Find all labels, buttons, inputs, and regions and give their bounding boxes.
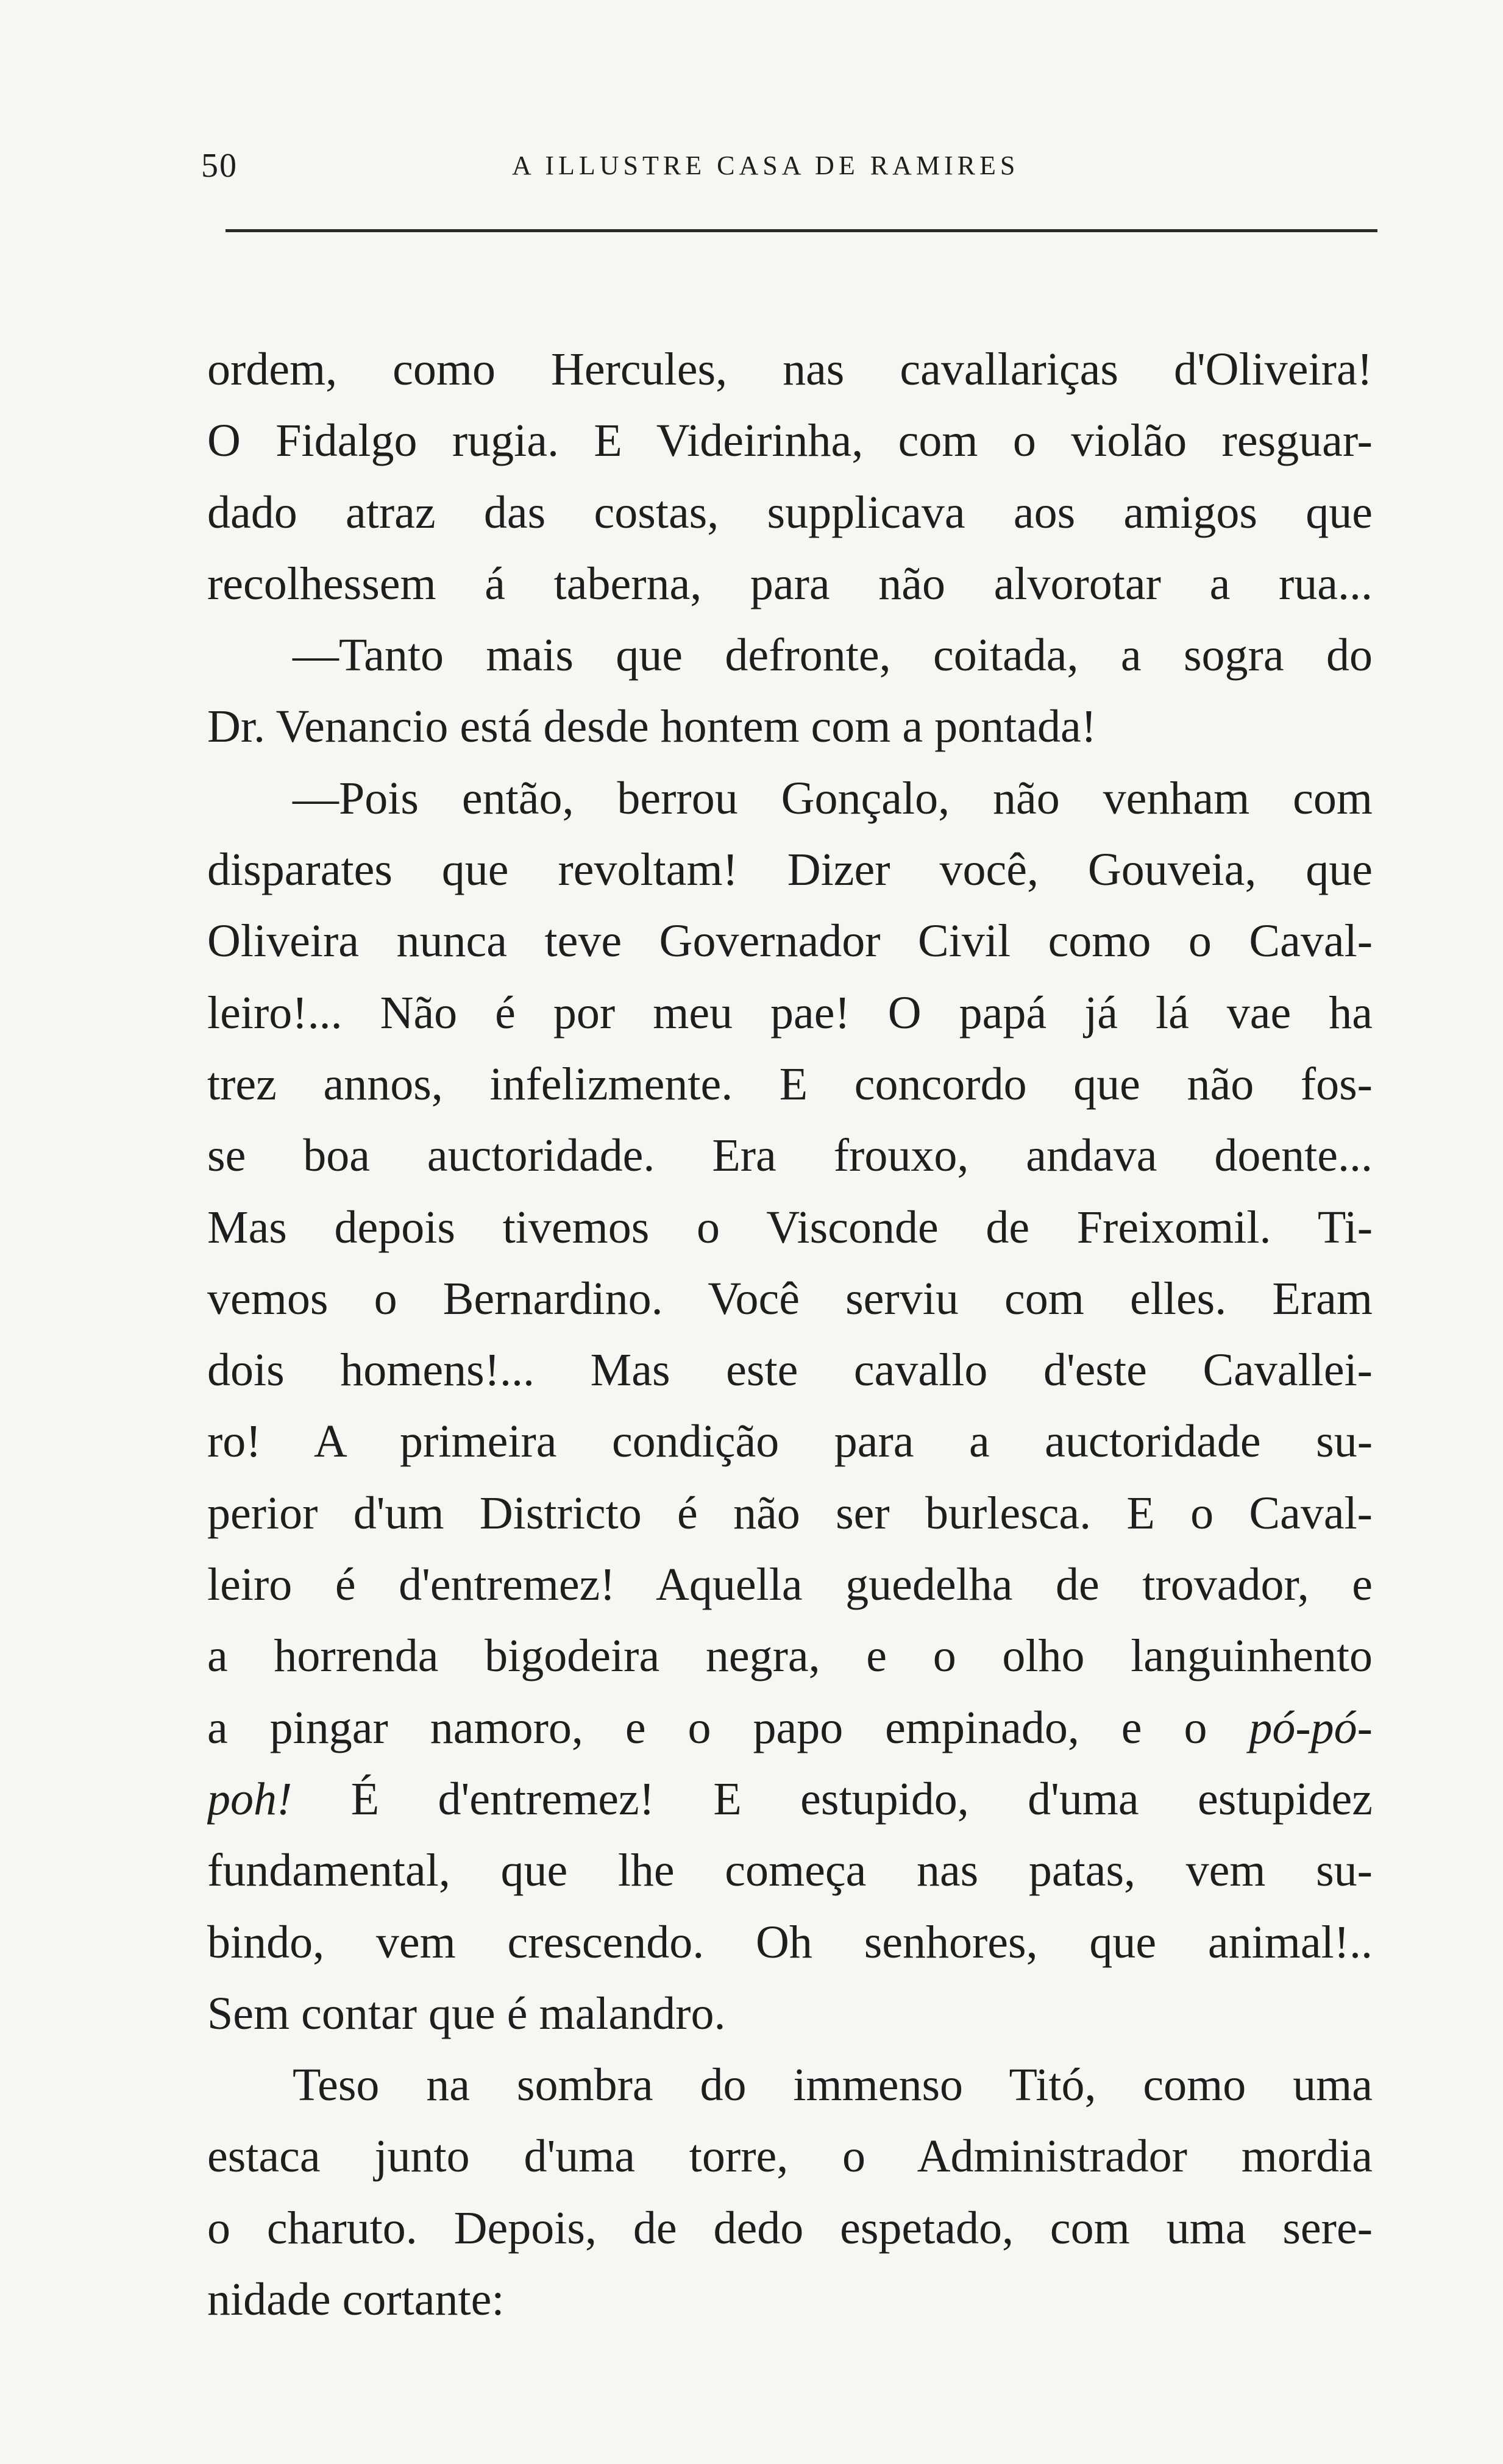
text-line: se boa auctoridade. Era frouxo, andava doente...	[207, 1130, 1373, 1182]
text-line: disparates que revoltam! Dizer você, Gouveia, que	[207, 844, 1373, 896]
text-line: ordem, como Hercules, nas cavallariças d'Oliveira!	[207, 344, 1373, 395]
italic-fragment: poh!	[207, 1773, 293, 1825]
paragraph-dialogue-goncalo	[207, 763, 1373, 2050]
text-line: fundamental, que lhe começa nas patas, vem su-	[207, 1845, 1373, 1897]
text-line: vemos o Bernardino. Você serviu com elles. Eram	[207, 1273, 1373, 1324]
text-line: a horrenda bigodeira negra, e o olho languinhento	[207, 1630, 1373, 1682]
text-line: leiro é d'entremez! Aquella guedelha de trovador, e	[207, 1559, 1373, 1611]
page-header	[201, 141, 1371, 190]
text-line: bindo, vem crescendo. Oh senhores, que animal!..	[207, 1916, 1373, 1968]
paragraph-narration	[207, 2050, 1373, 2335]
paragraph-dialogue-tanto	[207, 620, 1373, 763]
text-line: —Tanto mais que defronte, coitada, a sogra do	[293, 630, 1373, 681]
text-line: estaca junto d'uma torre, o Administrador mordia	[207, 2131, 1373, 2182]
text-line: trez annos, infelizmente. E concordo que não fos-	[207, 1058, 1373, 1110]
body-text	[207, 334, 1373, 2335]
header-rule	[226, 229, 1377, 232]
text-line: Oliveira nunca teve Governador Civil como o Caval-	[207, 915, 1373, 967]
text-line: Mas depois tivemos o Visconde de Freixomil. Ti-	[207, 1201, 1373, 1253]
text-line: recolhessem á taberna, para não alvorotar a rua...	[207, 558, 1373, 609]
running-title: A ILLUSTRE CASA DE RAMIRES	[512, 151, 1020, 180]
text-line	[207, 1764, 1373, 1835]
text-line: perior d'um Districto é não ser burlesca. E o Caval-	[207, 1487, 1373, 1539]
text-line: Dr. Venancio está desde hontem com a pontada!	[207, 701, 1097, 753]
text-fragment: É d'entremez! E estupido, d'uma estupidez	[292, 1773, 1373, 1825]
text-line: nidade cortante:	[207, 2274, 505, 2326]
text-line: ro! A primeira condição para a auctoridade su-	[207, 1416, 1373, 1468]
text-line	[207, 1692, 1373, 1764]
page-number: 50	[201, 147, 238, 185]
paragraph-speech-continued	[207, 334, 1373, 620]
text-line: o charuto. Depois, de dedo espetado, com uma sere-	[207, 2202, 1373, 2254]
text-line: Sem contar que é malandro.	[207, 1987, 726, 2039]
text-line: dois homens!... Mas este cavallo d'este Cavallei-	[207, 1344, 1373, 1396]
text-line: Teso na sombra do immenso Titó, como uma	[293, 2059, 1373, 2111]
text-line: leiro!... Não é por meu pae! O papá já lá vae ha	[207, 987, 1373, 1039]
text-line: dado atraz das costas, supplicava aos amigos que	[207, 486, 1373, 538]
text-line: —Pois então, berrou Gonçalo, não venham com	[293, 772, 1373, 824]
italic-fragment: pó-pó-	[1249, 1702, 1373, 1753]
text-fragment: a pingar namoro, e o papo empinado, e o	[207, 1702, 1249, 1753]
text-line: O Fidalgo rugia. E Videirinha, com o violão resguar-	[207, 415, 1373, 467]
